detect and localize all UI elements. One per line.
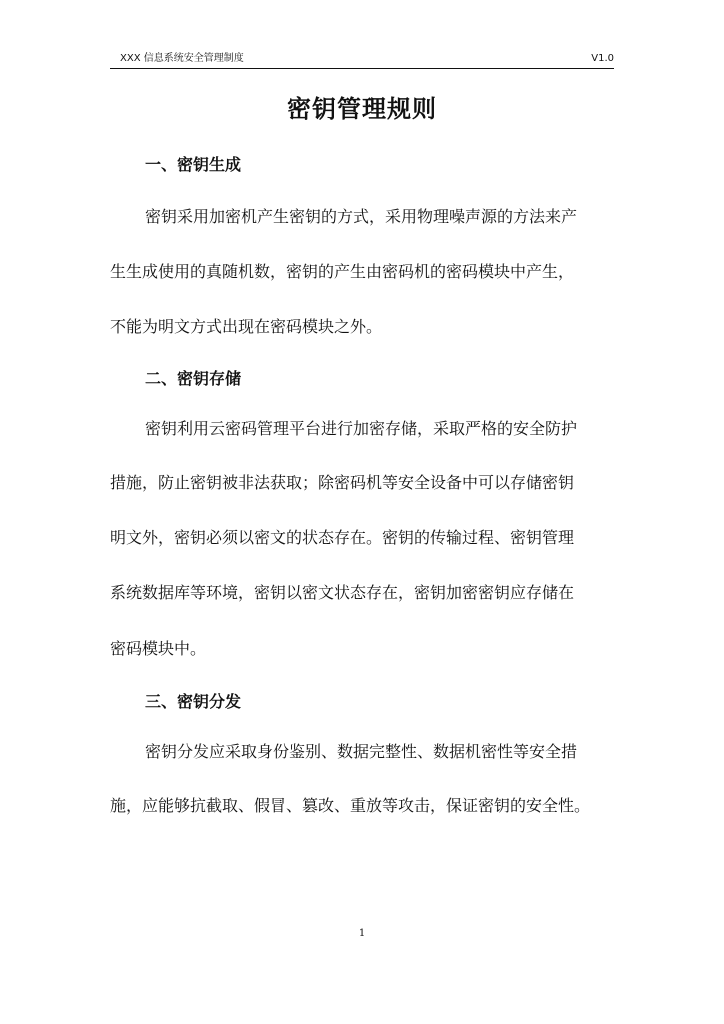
page-number: 1 xyxy=(358,928,366,939)
paragraph-line: 密钥利用云密码管理平台进行加密存储，采取严格的安全防护 xyxy=(145,419,578,438)
paragraph-line: 密钥分发应采取身份鉴别、数据完整性、数据机密性等安全措 xyxy=(145,742,578,761)
paragraph-line: 施，应能够抗截取、假冒、篡改、重放等攻击，保证密钥的安全性。 xyxy=(110,796,591,815)
paragraph-line: 明文外，密钥必须以密文的状态存在。密钥的传输过程、密钥管理 xyxy=(110,528,575,547)
paragraph-line: 不能为明文方式出现在密码模块之外。 xyxy=(110,317,383,336)
section-heading-distribution: 三、密钥分发 xyxy=(145,692,242,711)
page-title: 密钥管理规则 xyxy=(287,95,437,123)
document-header-title: XXX 信息系统安全管理制度 xyxy=(120,53,244,64)
paragraph-line: 密钥采用加密机产生密钥的方式，采用物理噪声源的方法来产 xyxy=(145,207,578,226)
paragraph-line: 措施，防止密钥被非法获取；除密码机等安全设备中可以存储密钥 xyxy=(110,473,575,492)
page-header xyxy=(110,50,614,69)
paragraph-line: 系统数据库等环境，密钥以密文状态存在，密钥加密密钥应存储在 xyxy=(110,583,575,602)
version-label: V1.0 xyxy=(591,53,614,64)
section-heading-generation: 一、密钥生成 xyxy=(145,155,242,174)
section-heading-storage: 二、密钥存储 xyxy=(145,369,242,388)
paragraph-line: 密码模块中。 xyxy=(110,639,207,658)
paragraph-line: 生生成使用的真随机数，密钥的产生由密码机的密码模块中产生， xyxy=(110,262,575,281)
